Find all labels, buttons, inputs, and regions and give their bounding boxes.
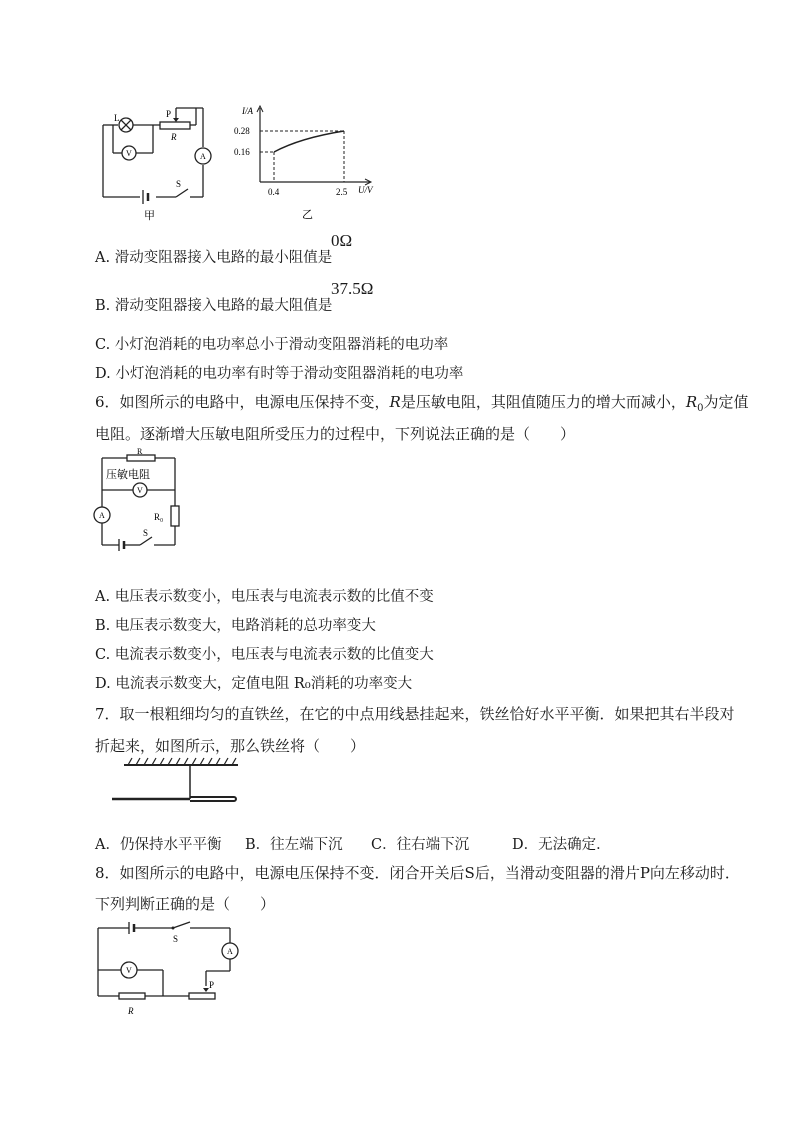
q7-option-c: C．往右端下沉 [371,837,470,853]
label-P: P [166,109,172,119]
x-tick-25: 2.5 [336,187,348,197]
q5-option-d: D. 小灯泡消耗的电功率有时等于滑动变阻器消耗的电功率 [95,366,464,382]
q8-ammeter-label: A [227,947,233,956]
q5-option-b: B. 滑动变阻器接入电路的最大阻值是 [95,298,333,314]
q8-label-R: R [128,1006,134,1016]
q6-ammeter-label: A [99,511,105,520]
q5-circuit-jia [98,105,218,225]
q6-option-c: C. 电流表示数变小，电压表与电流表示数的比值变大 [95,647,434,663]
graph-ylabel: I/A [242,106,253,116]
q7-option-a: A．仍保持水平平衡 [95,837,222,853]
y-tick-016: 0.16 [234,147,250,157]
label-S: S [176,179,182,189]
q8-label-P: P [209,980,215,990]
q7-option-d: D．无法确定． [512,837,611,853]
q6-label-R0: R₀ [154,512,164,522]
q6-option-b: B. 电压表示数变大，电路消耗的总功率变大 [95,618,376,634]
q7-iron-wire-figure [110,757,250,809]
x-tick-04: 0.4 [268,187,280,197]
q8-voltmeter-label: V [126,966,132,975]
q5-option-b-value: 37.5Ω [331,279,374,298]
q6-label-S: S [143,528,149,538]
ammeter-label: A [200,152,206,161]
q6-label-pressure-resistor: 压敏电阻 [106,469,150,481]
q5-graph-yi [230,100,380,225]
q6-stem-line1: 6．如图所示的电路中，电源电压保持不变，R是压敏电阻，其阻值随压力的增大而减小，$R_0$为定值 [95,393,749,414]
q6-voltmeter-label: V [137,486,143,495]
q7-stem-line2: 折起来，如图所示，那么铁丝将（ ） [95,737,366,755]
y-tick-028: 0.28 [234,126,250,136]
q7-stem-line1: 7．取一根粗细均匀的直铁丝，在它的中点用线悬挂起来，铁丝恰好水平平衡．如果把其右半段对 [95,705,735,723]
fig-caption-jia: 甲 [144,210,155,222]
q8-stem-line1: 8．如图所示的电路中，电源电压保持不变．闭合开关后S后，当滑动变阻器的滑片P向左移动时． [95,864,740,882]
q8-stem-line2: 下列判断正确的是（ ） [95,895,276,913]
q7-option-b: B．往左端下沉 [245,837,343,853]
q6-stem-line2: 电阻。逐渐增大压敏电阻所受压力的过程中，下列说法正确的是（ ） [95,425,576,443]
label-L: L [114,113,120,123]
q5-option-c: C. 小灯泡消耗的电功率总小于滑动变阻器消耗的电功率 [95,337,449,353]
q5-option-a: A. 滑动变阻器接入电路的最小阻值是 [95,250,333,266]
graph-xlabel: U/V [358,185,373,195]
fig-caption-yi: 乙 [302,209,313,221]
q5-option-a-value: 0Ω [331,231,353,250]
q6-circuit [92,448,192,556]
voltmeter-label: V [126,149,132,158]
q8-label-S: S [173,934,179,944]
q6-option-d: D. 电流表示数变大，定值电阻 R₀消耗的功率变大 [95,676,413,692]
q6-option-a: A. 电压表示数变小，电压表与电流表示数的比值不变 [95,589,434,605]
q8-circuit [93,918,248,1020]
label-R: R [171,132,177,142]
q6-label-R: R [137,448,143,456]
